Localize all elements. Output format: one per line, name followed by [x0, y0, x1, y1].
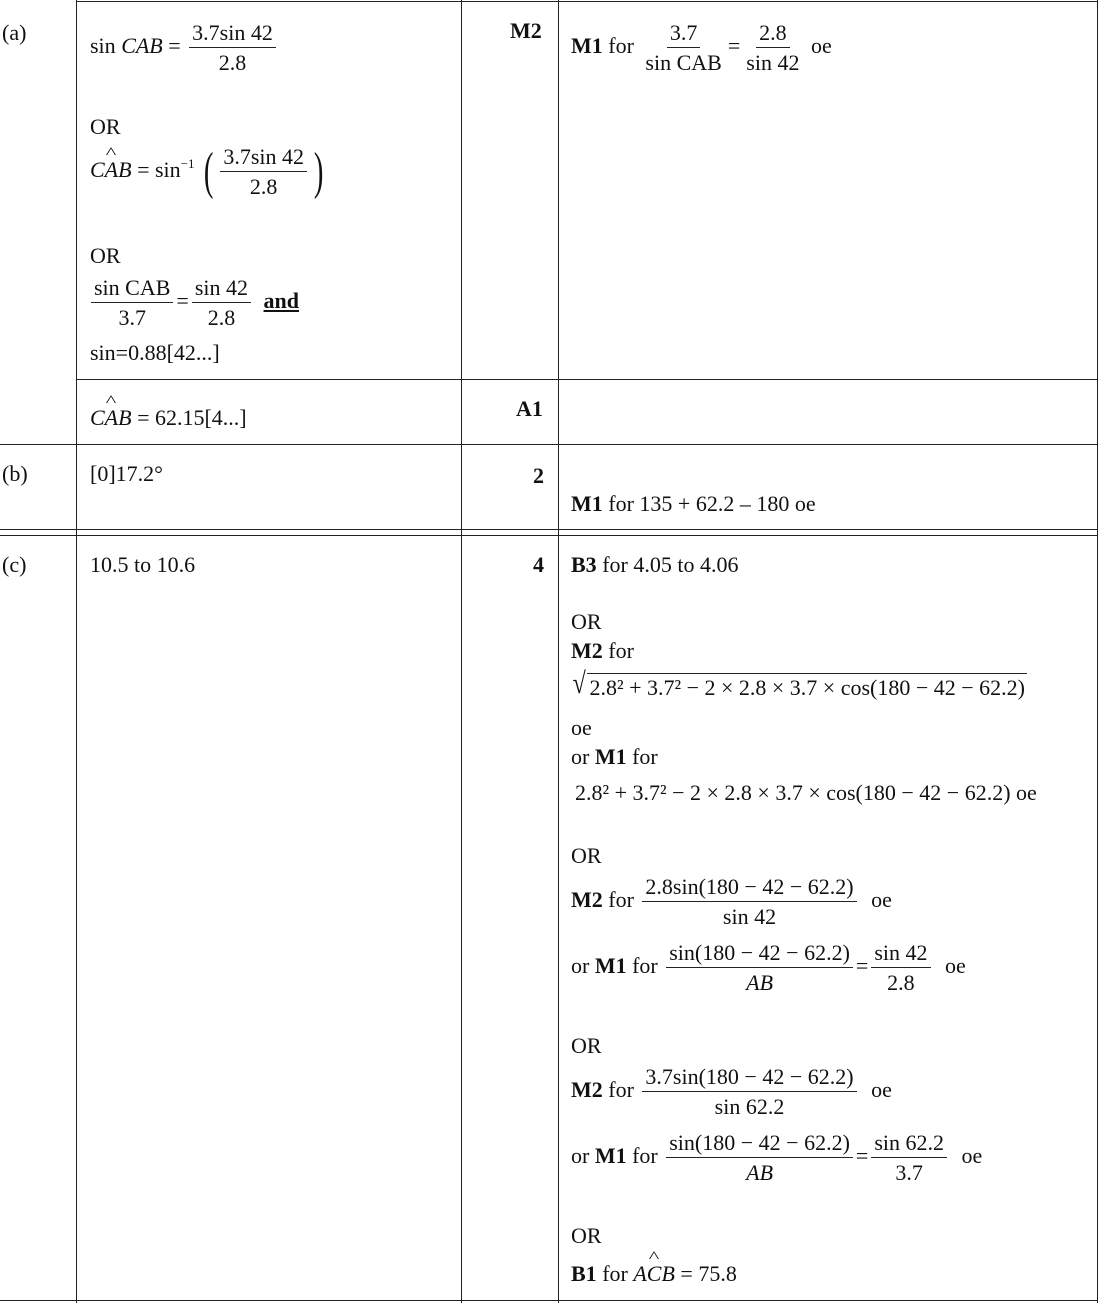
- mark-b: 2: [533, 463, 544, 488]
- guidance-c-m1c: or M1 for $\frac{\sin(180 - 42 - 62.2)}{AB}$ = $\frac{\sin 62.2}{3.7}$ oe: [571, 1130, 983, 1185]
- oe-c1: oe: [571, 715, 592, 740]
- m2c-oe: oe: [871, 1077, 892, 1103]
- m3-numerator-b: sin 42: [192, 277, 251, 303]
- m2-func: = sin: [137, 157, 181, 183]
- guidance-c-m1a: [571, 746, 658, 768]
- m1b-numerator-a: sin(180 − 42 − 62.2): [666, 942, 853, 968]
- m1c-denominator-a: AB: [746, 1160, 774, 1185]
- m2b-mark: M2: [571, 887, 603, 913]
- m1b-for: for: [632, 953, 658, 979]
- row-b-c-divider-2: [0, 535, 1098, 536]
- method-2-expression: ^ CAB = $\sin^{-1}$ ( $\frac{3.7\sin 42}{2.8}$ ): [90, 146, 327, 198]
- m2c-mark: M2: [571, 1077, 603, 1103]
- row-a-b-divider: [0, 444, 1098, 445]
- or-separator-c3: OR: [571, 1033, 602, 1058]
- m2c-fraction: [642, 1066, 856, 1118]
- m1c-numerator-a: sin(180 − 42 − 62.2): [666, 1132, 853, 1158]
- m2a-mark: M2: [571, 638, 603, 663]
- guidance-a-oe: oe: [810, 33, 832, 59]
- m1c-mark: M1: [594, 1143, 627, 1169]
- part-label-a: (a): [2, 20, 27, 45]
- guidance-a-fraction-1: [642, 22, 724, 74]
- top-border: [76, 1, 1098, 2]
- answer-a-value: = 62.15[4...]: [137, 405, 247, 430]
- or-separator-a2: OR: [90, 243, 121, 268]
- b1-mark: B1: [571, 1261, 597, 1286]
- cosine-rule-sqrt: √ 2.8² + 3.7² − 2 × 2.8 × 3.7 × cos(180 − 42 − 62.2): [572, 667, 1025, 700]
- m2b-numerator: 2.8sin(180 − 42 − 62.2): [642, 876, 856, 902]
- m1c-oe: oe: [961, 1143, 983, 1169]
- m2c-for: for: [608, 1077, 634, 1103]
- col-divider-right: [1097, 0, 1098, 1303]
- b3-mark: B3: [571, 552, 597, 577]
- m2a-for: for: [608, 638, 634, 663]
- b1-for: for: [602, 1261, 628, 1286]
- m1c-denominator-b: 3.7: [895, 1160, 923, 1185]
- guidance-a-for: for: [608, 33, 634, 59]
- or-separator-c4: OR: [571, 1223, 602, 1248]
- m1c-for: for: [632, 1143, 658, 1169]
- m1b-denominator-b: 2.8: [887, 970, 915, 995]
- b1-angle: ^ ACB: [633, 1263, 675, 1285]
- m2-angle: ^ CAB: [90, 159, 132, 181]
- m1b-fraction-1: [666, 942, 853, 994]
- answer-c: 10.5 to 10.6: [90, 552, 196, 577]
- col-divider-2: [461, 0, 462, 1303]
- guidance-c-b1: [571, 1263, 737, 1285]
- method-3-expression: $\frac{\text{sin CAB}}{3.7}$ = $\frac{\sin 42}{2.8}$ and: [88, 277, 299, 329]
- g-numerator-a: 3.7: [667, 22, 701, 48]
- m3-denominator-b: 2.8: [207, 305, 236, 330]
- m1-lhs: sin: [90, 33, 116, 59]
- m1c-numerator-b: sin 62.2: [871, 1132, 947, 1158]
- m3-sin-value: sin=0.88[42...]: [90, 340, 220, 365]
- m1b-denominator-a: AB: [746, 970, 774, 995]
- guidance-a: M1 for $\frac{3.7}{\text{sin CAB}}$ = $\frac{2.8}{\sin 42}$ oe: [571, 20, 832, 75]
- or-separator-c2: OR: [571, 843, 602, 868]
- bottom-border: [0, 1300, 1098, 1301]
- m3-fraction-b: [192, 277, 251, 329]
- m2b-denominator: sin 42: [722, 904, 777, 929]
- or-separator-c1: OR: [571, 609, 602, 634]
- m2b-fraction: [642, 876, 856, 928]
- guidance-c-m2a: [571, 640, 634, 662]
- col-divider-1: [76, 0, 77, 1303]
- m1a-mark: M1: [594, 744, 627, 769]
- m1-denominator: 2.8: [218, 50, 247, 75]
- m1c-fraction-1: [666, 1132, 853, 1184]
- part-label-b: (b): [2, 461, 28, 486]
- g-numerator-b: 2.8: [756, 22, 790, 48]
- guidance-b: [571, 493, 816, 515]
- guidance-b-mark: M1: [571, 491, 603, 516]
- part-label-c: (c): [2, 552, 27, 577]
- m2c-denominator: sin 62.2: [714, 1094, 785, 1119]
- guidance-c-m2c: [571, 1066, 892, 1118]
- m1-fraction: [189, 22, 276, 74]
- method-1-expression: sin CAB = $\frac{3.7\sin 42}{2.8}$: [90, 22, 279, 74]
- guidance-c-m2b: [571, 876, 892, 928]
- guidance-c-m1b: or M1 for $\frac{\sin(180 - 42 - 62.2)}{AB}$ = $\frac{\sin 42}{2.8}$ oe: [571, 940, 966, 995]
- m3-fraction-a: [91, 277, 173, 329]
- m1c-or: or: [571, 1143, 590, 1169]
- answer-a-angle: ^ CAB: [90, 407, 132, 429]
- mark-c: 4: [533, 552, 544, 577]
- m1c-fraction-2: [871, 1132, 947, 1184]
- m1b-or: or: [571, 953, 590, 979]
- m2-exponent: −1: [180, 156, 195, 172]
- m1a-or: or: [571, 744, 590, 769]
- cosine-rule-expression: 2.8² + 3.7² − 2 × 2.8 × 3.7 × cos(180 − 42 − 62.2) oe: [575, 780, 1037, 805]
- mark-a-accuracy: A1: [516, 396, 543, 421]
- m1b-fraction-2: [871, 942, 930, 994]
- row-b-c-divider-1: [0, 529, 1098, 530]
- m1b-numerator-b: sin 42: [871, 942, 930, 968]
- b3-text: for 4.05 to 4.06: [602, 552, 739, 577]
- answer-b: [0]17.2°: [90, 461, 163, 486]
- m3-numerator-a: sin CAB: [91, 277, 173, 303]
- m1b-mark: M1: [594, 953, 627, 979]
- guidance-a-mark: M1: [571, 33, 603, 59]
- guidance-b-text: for 135 + 62.2 – 180 oe: [608, 491, 816, 516]
- m2b-for: for: [608, 887, 634, 913]
- m1b-oe: oe: [945, 953, 966, 979]
- m1-angle: CAB: [121, 33, 163, 59]
- m2-denominator: 2.8: [249, 174, 278, 199]
- m2b-oe: oe: [871, 887, 892, 913]
- m1-numerator: 3.7sin 42: [189, 22, 276, 48]
- col-divider-3: [558, 0, 559, 1303]
- mark-a: M2: [510, 18, 542, 43]
- guidance-c-b3: [571, 554, 738, 576]
- m2-fraction: [220, 146, 307, 198]
- m2-numerator: 3.7sin 42: [220, 146, 307, 172]
- row-a-inner-divider: [76, 379, 1098, 380]
- b1-value: = 75.8: [680, 1261, 737, 1286]
- g-denominator-a: sin CAB: [645, 50, 722, 75]
- m2c-numerator: 3.7sin(180 − 42 − 62.2): [642, 1066, 856, 1092]
- sqrt-expression: 2.8² + 3.7² − 2 × 2.8 × 3.7 × cos(180 − 42 − 62.2): [589, 675, 1025, 700]
- m1a-for: for: [632, 744, 658, 769]
- answer-a: [90, 407, 247, 429]
- guidance-a-fraction-2: [743, 22, 802, 74]
- g-denominator-b: sin 42: [746, 50, 800, 75]
- m3-denominator-a: 3.7: [118, 305, 146, 330]
- or-separator-a1: OR: [90, 114, 121, 139]
- m3-and: and: [263, 288, 300, 314]
